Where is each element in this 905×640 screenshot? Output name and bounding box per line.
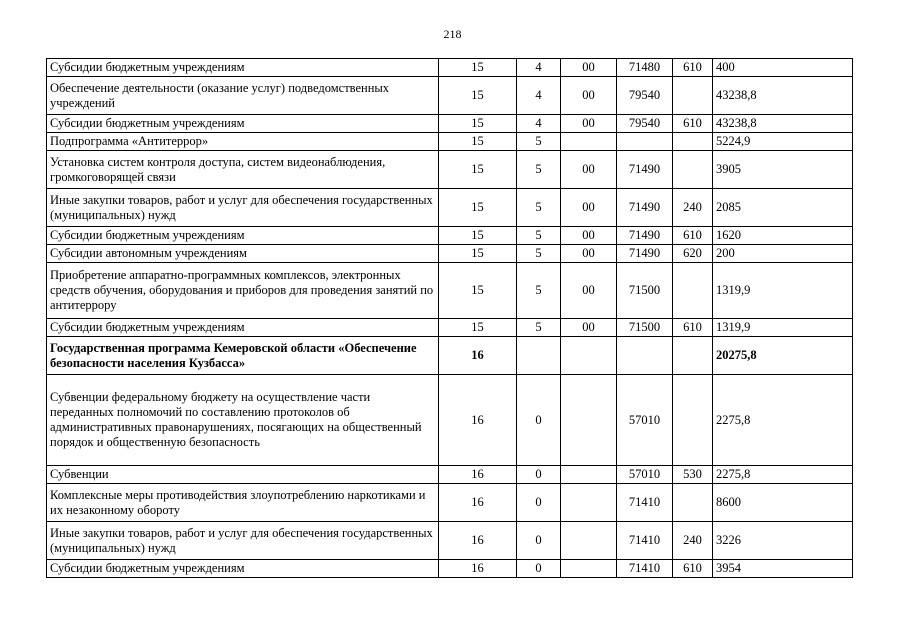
table-row <box>47 263 853 319</box>
row-program: 00 <box>561 59 617 77</box>
row-subsection: 0 <box>517 560 561 578</box>
row-section: 15 <box>439 59 517 77</box>
row-amount: 3905 <box>713 151 853 189</box>
row-expense-type: 610 <box>673 560 713 578</box>
row-subsection: 5 <box>517 227 561 245</box>
row-program <box>561 337 617 375</box>
row-code: 79540 <box>617 115 673 133</box>
row-section: 15 <box>439 263 517 319</box>
row-program <box>561 375 617 466</box>
row-section: 16 <box>439 484 517 522</box>
table-row <box>47 245 853 263</box>
table-body <box>47 59 853 578</box>
table-row <box>47 59 853 77</box>
row-code: 79540 <box>617 77 673 115</box>
row-code <box>617 337 673 375</box>
row-section: 15 <box>439 189 517 227</box>
row-code: 71490 <box>617 227 673 245</box>
row-section: 16 <box>439 560 517 578</box>
row-name: Комплексные меры противодействия злоупотреблению наркотиками и их незаконному обороту <box>47 484 439 522</box>
row-section: 15 <box>439 319 517 337</box>
row-code: 71490 <box>617 189 673 227</box>
budget-table <box>46 58 853 578</box>
row-subsection: 5 <box>517 245 561 263</box>
row-expense-type: 610 <box>673 115 713 133</box>
row-expense-type: 610 <box>673 319 713 337</box>
row-expense-type <box>673 337 713 375</box>
row-code: 71500 <box>617 319 673 337</box>
row-name: Субсидии бюджетным учреждениям <box>47 115 439 133</box>
row-amount: 2275,8 <box>713 375 853 466</box>
row-code: 71410 <box>617 484 673 522</box>
row-code: 71410 <box>617 560 673 578</box>
table-row <box>47 375 853 466</box>
row-subsection: 5 <box>517 263 561 319</box>
page-number: 218 <box>443 27 462 41</box>
row-program <box>561 560 617 578</box>
row-expense-type <box>673 77 713 115</box>
row-program: 00 <box>561 77 617 115</box>
row-code: 71480 <box>617 59 673 77</box>
row-subsection: 5 <box>517 189 561 227</box>
row-name: Обеспечение деятельности (оказание услуг) подведомственных учреждений <box>47 77 439 115</box>
row-name: Субсидии бюджетным учреждениям <box>47 560 439 578</box>
row-subsection: 5 <box>517 133 561 151</box>
row-name: Субсидии бюджетным учреждениям <box>47 227 439 245</box>
row-expense-type <box>673 151 713 189</box>
row-code: 57010 <box>617 466 673 484</box>
table-row <box>47 466 853 484</box>
row-subsection: 0 <box>517 466 561 484</box>
row-subsection: 5 <box>517 151 561 189</box>
row-name: Иные закупки товаров, работ и услуг для обеспечения государственных (муниципальных) нужд <box>47 522 439 560</box>
row-expense-type: 610 <box>673 227 713 245</box>
row-section: 16 <box>439 466 517 484</box>
table-row <box>47 77 853 115</box>
row-subsection: 0 <box>517 484 561 522</box>
row-amount: 3954 <box>713 560 853 578</box>
table-row <box>47 115 853 133</box>
row-subsection <box>517 337 561 375</box>
row-expense-type <box>673 375 713 466</box>
row-amount: 43238,8 <box>713 115 853 133</box>
row-amount: 8600 <box>713 484 853 522</box>
row-name: Установка систем контроля доступа, систем видеонаблюдения, громкоговорящей связи <box>47 151 439 189</box>
row-section: 15 <box>439 151 517 189</box>
row-program: 00 <box>561 263 617 319</box>
row-name: Субвенции федеральному бюджету на осуществление части переданных полномочий по составлению протоколов об административных правонарушениях, посягающих на общественный порядок и общественную безопасность <box>47 375 439 466</box>
row-section: 15 <box>439 227 517 245</box>
row-name: Субвенции <box>47 466 439 484</box>
table-row <box>47 151 853 189</box>
row-name: Иные закупки товаров, работ и услуг для обеспечения государственных (муниципальных) нужд <box>47 189 439 227</box>
row-name: Государственная программа Кемеровской области «Обеспечение безопасности населения Кузбасса» <box>47 337 439 375</box>
row-subsection: 4 <box>517 77 561 115</box>
row-expense-type <box>673 133 713 151</box>
row-code: 71410 <box>617 522 673 560</box>
row-expense-type: 240 <box>673 189 713 227</box>
row-amount: 2085 <box>713 189 853 227</box>
row-amount: 1319,9 <box>713 263 853 319</box>
row-amount: 200 <box>713 245 853 263</box>
row-subsection: 5 <box>517 319 561 337</box>
row-amount: 2275,8 <box>713 466 853 484</box>
table-row <box>47 319 853 337</box>
row-expense-type: 620 <box>673 245 713 263</box>
row-subsection: 4 <box>517 59 561 77</box>
row-program: 00 <box>561 319 617 337</box>
row-amount: 3226 <box>713 522 853 560</box>
row-subsection: 0 <box>517 375 561 466</box>
row-expense-type: 530 <box>673 466 713 484</box>
row-subsection: 4 <box>517 115 561 133</box>
row-section: 15 <box>439 77 517 115</box>
row-name: Субсидии бюджетным учреждениям <box>47 319 439 337</box>
row-program <box>561 133 617 151</box>
row-program: 00 <box>561 189 617 227</box>
row-name: Приобретение аппаратно-программных комплексов, электронных средств обучения, оборудования и приборов для проведения занятий по антитеррору <box>47 263 439 319</box>
row-program <box>561 484 617 522</box>
row-amount: 5224,9 <box>713 133 853 151</box>
row-amount: 1620 <box>713 227 853 245</box>
row-expense-type <box>673 484 713 522</box>
row-code: 71490 <box>617 151 673 189</box>
row-code: 71500 <box>617 263 673 319</box>
table-row <box>47 133 853 151</box>
row-amount: 1319,9 <box>713 319 853 337</box>
table-row <box>47 189 853 227</box>
table-row <box>47 484 853 522</box>
row-name: Субсидии автономным учреждениям <box>47 245 439 263</box>
row-expense-type <box>673 263 713 319</box>
row-code <box>617 133 673 151</box>
row-program <box>561 466 617 484</box>
row-program: 00 <box>561 151 617 189</box>
row-name: Подпрограмма «Антитеррор» <box>47 133 439 151</box>
row-code: 71490 <box>617 245 673 263</box>
row-amount: 43238,8 <box>713 77 853 115</box>
row-expense-type: 610 <box>673 59 713 77</box>
row-section: 16 <box>439 337 517 375</box>
table-row <box>47 337 853 375</box>
row-expense-type: 240 <box>673 522 713 560</box>
table-row <box>47 522 853 560</box>
row-subsection: 0 <box>517 522 561 560</box>
row-program <box>561 522 617 560</box>
row-section: 15 <box>439 133 517 151</box>
row-section: 15 <box>439 245 517 263</box>
row-section: 16 <box>439 375 517 466</box>
row-program: 00 <box>561 245 617 263</box>
row-amount: 400 <box>713 59 853 77</box>
row-amount: 20275,8 <box>713 337 853 375</box>
table-row <box>47 227 853 245</box>
row-name: Субсидии бюджетным учреждениям <box>47 59 439 77</box>
row-section: 16 <box>439 522 517 560</box>
table-row <box>47 560 853 578</box>
row-section: 15 <box>439 115 517 133</box>
row-code: 57010 <box>617 375 673 466</box>
row-program: 00 <box>561 115 617 133</box>
row-program: 00 <box>561 227 617 245</box>
